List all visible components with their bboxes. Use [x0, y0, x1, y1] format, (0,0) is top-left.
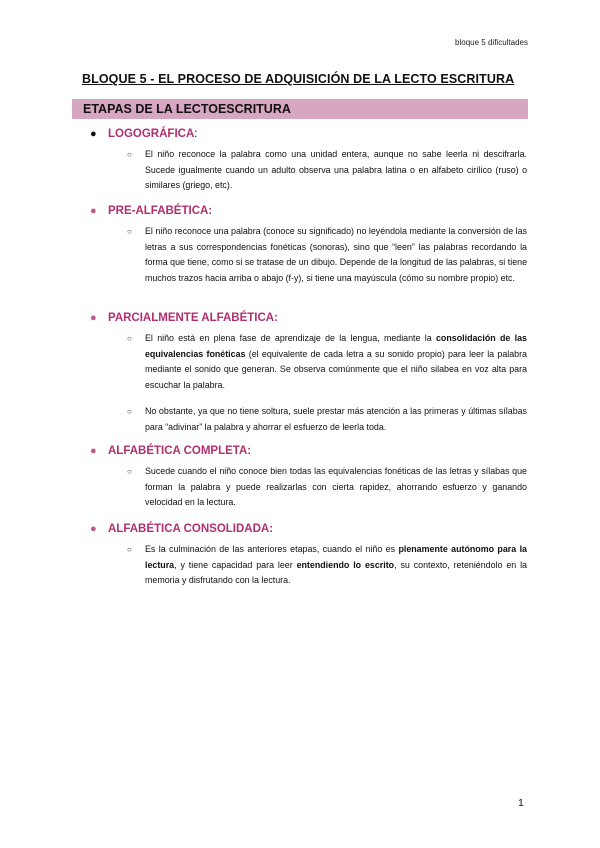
- stage-heading: [90, 312, 278, 324]
- bullet-icon: ●: [90, 128, 97, 140]
- stage-item-text: [145, 224, 527, 286]
- stage-item-text: [145, 147, 527, 194]
- stage-label: ALFABÉTICA COMPLETA:: [108, 445, 252, 457]
- document-title: BLOQUE 5 - EL PROCESO DE ADQUISICIÓN DE LA LECTO ESCRITURA: [82, 72, 515, 86]
- text-run: (el equivalente de cada letra a su sonido propio) para leer la palabra mediante el sonido que generan. Se observa comúnmente que el niño silabea en voz alta para escuchar la palabra.: [145, 348, 527, 390]
- stage-heading: [90, 445, 251, 457]
- bullet-icon: ●: [90, 312, 97, 324]
- stage-item-text: [145, 542, 527, 589]
- text-run: Es la culminación de las anteriores etapas, cuando el niño es: [145, 544, 399, 554]
- stage-heading: [90, 523, 273, 535]
- circle-bullet-icon: ○: [127, 334, 132, 343]
- stage-label: ALFABÉTICA CONSOLIDADA:: [108, 523, 274, 535]
- text-run: , y tiene capacidad para leer: [174, 559, 297, 570]
- stage-item: [127, 224, 527, 286]
- section-title: ETAPAS DE LA LECTOESCRITURA: [83, 102, 291, 116]
- text-run: Sucede cuando el niño conoce bien todas las equivalencias fonéticas de las letras y sílabas que forman la palabra y puede realizarlas con cierta rapidez, ahorrando esfuerzo y ganando velocidad en la lectura.: [145, 466, 527, 508]
- stage-item-text: [145, 331, 527, 393]
- stage-item: [127, 542, 527, 589]
- bullet-icon: ●: [90, 523, 97, 535]
- stage-heading: [90, 128, 197, 140]
- text-run: El niño reconoce la palabra como una unidad entera, aunque no sabe leerla ni descifrarla. Sucede igualmente cuando un adulto observa una palabra latina o en alfabeto cirílico (ruso) o similares (griego, etc).: [145, 149, 527, 191]
- circle-bullet-icon: ○: [127, 407, 132, 416]
- stage-item: [127, 331, 527, 393]
- bullet-icon: ●: [90, 205, 97, 217]
- stage-item: [127, 404, 527, 435]
- text-run: , su contexto, reteniéndolo en la memoria y disfrutando con la lectura.: [145, 559, 527, 586]
- stage-label: LOGOGRÁFICA: [108, 128, 195, 140]
- bold-text-run: consolidación de las equivalencias fonéticas: [145, 333, 527, 359]
- circle-bullet-icon: ○: [127, 545, 132, 554]
- circle-bullet-icon: ○: [127, 150, 132, 159]
- stage-item-text: [145, 404, 527, 435]
- stage-item: [127, 147, 527, 194]
- stage-item: [127, 464, 527, 511]
- bullet-icon: ●: [90, 445, 97, 457]
- text-run: El niño está en plena fase de aprendizaje de la lengua, mediante la: [145, 333, 436, 343]
- stage-label-colon: :: [194, 128, 198, 140]
- bold-text-run: plenamente autónomo para la lectura: [145, 544, 527, 570]
- text-run: El niño reconoce una palabra (conoce su significado) no leyéndola mediante la conversión de las letras a sus correspondencias fonéticas (sonoras), sino que “leen” las palabras recordando la forma que tiene, como si se tratase de un dibujo. Depende de la longitud de las palabras, si tiene muchos trazos hacia arriba o abajo (f-y), si tiene una mayúscula (cómo su nombre propio) etc.: [145, 226, 527, 283]
- stage-heading: [90, 205, 212, 217]
- circle-bullet-icon: ○: [127, 467, 132, 476]
- stage-item-text: [145, 464, 527, 511]
- page-number: 1: [518, 797, 524, 809]
- running-header: bloque 5 dificultades: [455, 38, 528, 47]
- text-run: No obstante, ya que no tiene soltura, suele prestar más atención a las primeras y últimas sílabas para “adivinar” la palabra y ahorrar el esfuerzo de leerla toda.: [145, 406, 527, 432]
- bold-text-run: entendiendo lo escrito: [296, 559, 395, 570]
- stage-label: PRE-ALFABÉTICA:: [108, 205, 213, 217]
- circle-bullet-icon: ○: [127, 227, 132, 236]
- stage-label: PARCIALMENTE ALFABÉTICA:: [108, 312, 278, 324]
